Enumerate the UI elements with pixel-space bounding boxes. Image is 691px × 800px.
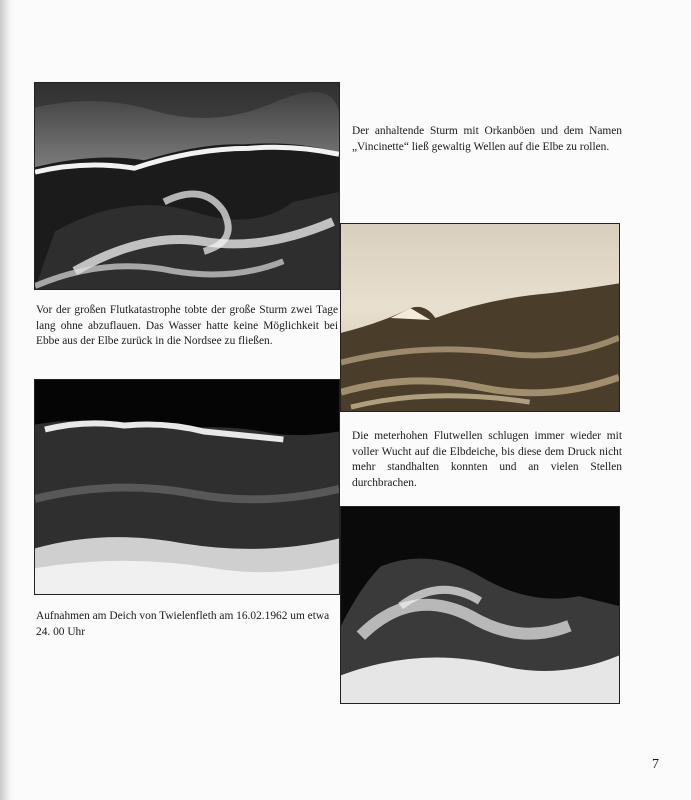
page-binding-shadow (0, 0, 14, 800)
caption-flood-waves: Die meterhohen Flutwellen schlugen immer wieder mit voller Wucht auf die Elbdeiche, bis diese dem Druck nicht mehr standhalten konnten und an vielen Stellen durchbrachen. (352, 430, 622, 489)
storm-wave-photo-1 (34, 82, 340, 290)
caption-storm-intro: Der anhaltende Sturm mit Orkanböen und dem Namen „Vincinette“ ließ gewaltig Wellen auf die Elbe zu rollen. (352, 125, 622, 153)
page-number: 7 (652, 757, 659, 772)
storm-wave-photo-4 (340, 506, 620, 704)
caption-two-days: Vor der großen Flutkatastrophe tobte der große Sturm zwei Tage lang ohne abzuflauen. Das Wasser hatte keine Möglichkeit bei Ebbe aus der Elbe zurück in die Nordsee zu fließen. (36, 304, 338, 348)
caption-photo-credit: Aufnahmen am Deich von Twielenfleth am 16.02.1962 um etwa 24. 00 Uhr (36, 610, 330, 638)
storm-wave-photo-3 (34, 379, 340, 595)
storm-wave-photo-2 (340, 223, 620, 412)
